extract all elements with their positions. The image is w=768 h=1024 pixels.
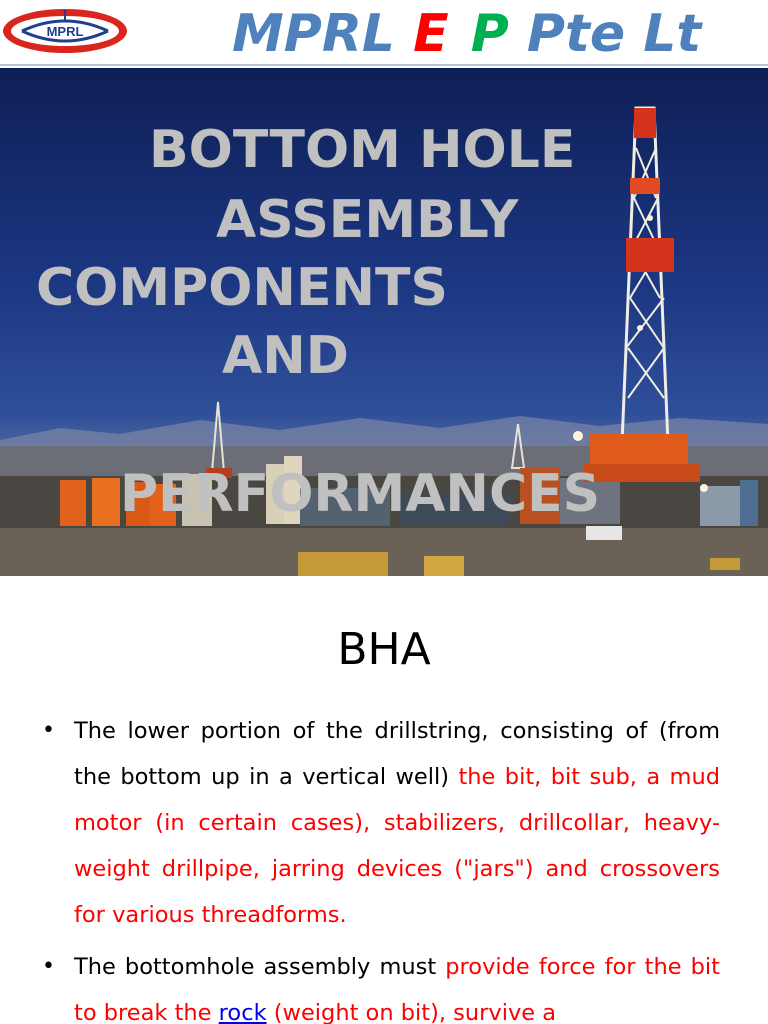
bullet-item-1 bbox=[42, 708, 720, 938]
hero-title-line-2: ASSEMBLY bbox=[216, 190, 519, 250]
bullet-dot-icon: • bbox=[42, 718, 55, 743]
company-suffix: Pte Lt bbox=[526, 4, 702, 64]
bullet-2-text-black: The bottomhole assembly must bbox=[74, 954, 446, 980]
section-heading: BHA bbox=[337, 624, 431, 675]
company-letter-e: E bbox=[413, 4, 449, 64]
hero-title-line-1: BOTTOM HOLE bbox=[149, 120, 576, 180]
bullet-2-text-red: provide force for the bit to break the bbox=[74, 954, 720, 1024]
hero-title-line-5: PERFORMANCES bbox=[120, 464, 601, 524]
hero-title-line-4: AND bbox=[222, 326, 349, 386]
company-letter-p: P bbox=[470, 4, 509, 64]
company-name bbox=[232, 4, 701, 64]
bullet-2-text-red-end: (weight on bit), survive a bbox=[266, 1000, 557, 1024]
company-prefix: MPRL bbox=[232, 4, 396, 64]
hero-drilling-rig-image bbox=[0, 68, 768, 576]
bullet-1-text-black: The lower portion of the drillstring, consisting of (from the bottom up in a vertical well) bbox=[74, 718, 720, 790]
logo-text: MPRL bbox=[46, 24, 84, 39]
rock-link[interactable]: rock bbox=[218, 1000, 267, 1024]
bullet-dot-icon: • bbox=[42, 954, 55, 979]
bullet-item-2 bbox=[42, 944, 720, 1024]
hero-title-line-3: COMPONENTS bbox=[36, 258, 448, 318]
bullet-1-text-red: the bit, bit sub, a mud motor (in certain cases), stabilizers, drillcollar, heavy-weight drillpipe, jarring devices ("jars") and crossovers for various threadforms. bbox=[74, 764, 720, 928]
mprl-logo bbox=[2, 8, 128, 54]
header-bar bbox=[0, 0, 768, 66]
